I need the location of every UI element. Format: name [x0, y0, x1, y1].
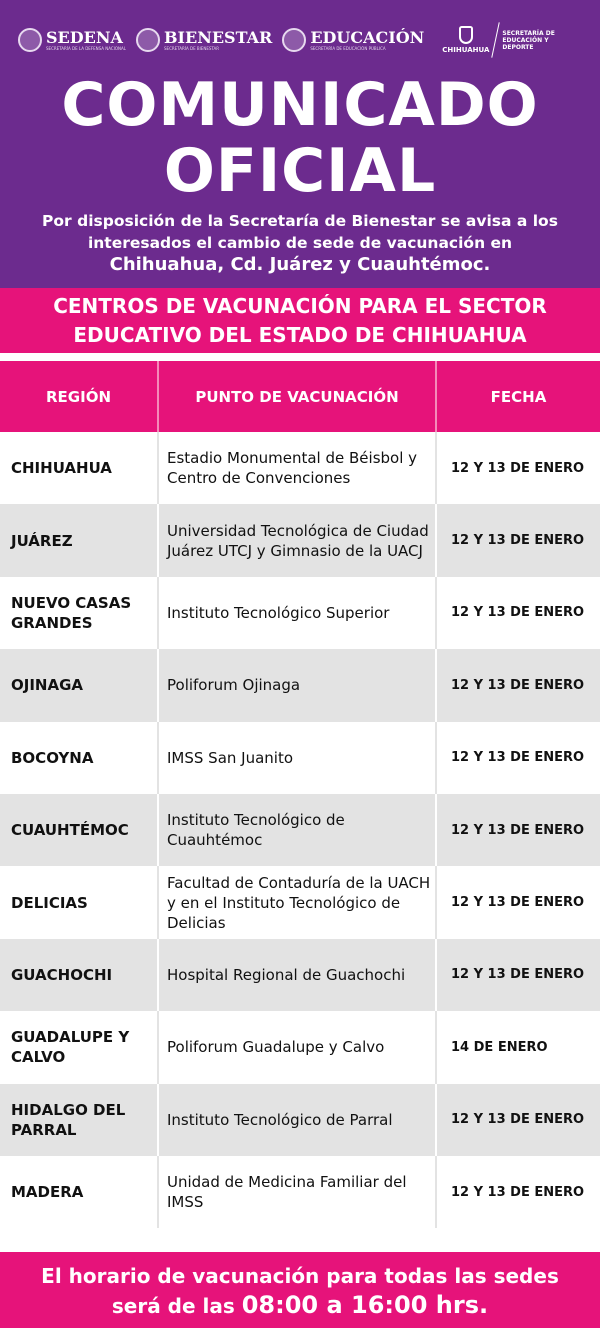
date-cell: 12 Y 13 DE ENERO: [436, 504, 600, 576]
table-row: [0, 504, 600, 576]
location-cell: IMSS San Juanito: [158, 722, 436, 794]
location-cell: Instituto Tecnológico Superior: [158, 577, 436, 649]
date-cell: 12 Y 13 DE ENERO: [436, 866, 600, 938]
header-fecha: FECHA: [436, 361, 600, 432]
section-banner: CENTROS DE VACUNACIÓN PARA EL SECTOR EDUCATIVO DEL ESTADO DE CHIHUAHUA: [0, 288, 600, 353]
seal-icon: [18, 28, 42, 52]
date-cell: 12 Y 13 DE ENERO: [436, 649, 600, 721]
logo-educacion: EDUCACIÓN SECRETARÍA DE EDUCACIÓN PÚBLICA: [282, 28, 424, 52]
region-cell: HIDALGO DEL PARRAL: [0, 1084, 158, 1156]
table-row: [0, 577, 600, 649]
region-cell: DELICIAS: [0, 866, 158, 938]
seal-icon: [136, 28, 160, 52]
table-row: [0, 794, 600, 866]
date-cell: 12 Y 13 DE ENERO: [436, 1156, 600, 1228]
location-cell: Hospital Regional de Guachochi: [158, 939, 436, 1011]
location-cell: Estadio Monumental de Béisbol y Centro de Convenciones: [158, 432, 436, 504]
footer-schedule: El horario de vacunación para todas las sedes será de las 08:00 a 16:00 hrs.: [0, 1252, 600, 1328]
location-cell: Universidad Tecnológica de Ciudad Juárez UTCJ y Gimnasio de la UACJ: [158, 504, 436, 576]
region-cell: OJINAGA: [0, 649, 158, 721]
location-cell: Poliforum Ojinaga: [158, 649, 436, 721]
logo-bienestar: BIENESTAR SECRETARÍA DE BIENESTAR: [136, 28, 272, 52]
location-cell: Unidad de Medicina Familiar del IMSS: [158, 1156, 436, 1228]
location-cell: Instituto Tecnológico de Cuauhtémoc: [158, 794, 436, 866]
date-cell: 12 Y 13 DE ENERO: [436, 1084, 600, 1156]
divider: [492, 22, 500, 57]
page-title: COMUNICADO OFICIAL: [61, 70, 539, 206]
table-row: [0, 1084, 600, 1156]
date-cell: 12 Y 13 DE ENERO: [436, 939, 600, 1011]
header-punto: PUNTO DE VACUNACIÓN: [158, 361, 436, 432]
location-cell: Facultad de Contaduría de la UACH y en el Instituto Tecnológico de Delicias: [158, 866, 436, 938]
seal-icon: [282, 28, 306, 52]
location-cell: Instituto Tecnológico de Parral: [158, 1084, 436, 1156]
date-cell: 12 Y 13 DE ENERO: [436, 722, 600, 794]
date-cell: 12 Y 13 DE ENERO: [436, 794, 600, 866]
logo-sedena: SEDENA SECRETARÍA DE LA DEFENSA NACIONAL: [18, 28, 126, 52]
date-cell: 12 Y 13 DE ENERO: [436, 577, 600, 649]
table-row: [0, 649, 600, 721]
location-cell: Poliforum Guadalupe y Calvo: [158, 1011, 436, 1083]
intro-text: Por disposición de la Secretaría de Bienestar se avisa a los interesados el cambio de sede de vacunación en Chihuahua, Cd. Juárez y Cuauhtémoc.: [42, 212, 558, 275]
table-row: [0, 1011, 600, 1083]
table-row: [0, 1156, 600, 1228]
date-cell: 14 DE ENERO: [436, 1011, 600, 1083]
region-cell: CUAUHTÉMOC: [0, 794, 158, 866]
region-cell: CHIHUAHUA: [0, 432, 158, 504]
vaccination-table: [0, 361, 600, 1228]
region-cell: BOCOYNA: [0, 722, 158, 794]
table-row: [0, 432, 600, 504]
region-cell: JUÁREZ: [0, 504, 158, 576]
region-cell: GUACHOCHI: [0, 939, 158, 1011]
date-cell: 12 Y 13 DE ENERO: [436, 432, 600, 504]
region-cell: NUEVO CASAS GRANDES: [0, 577, 158, 649]
logo-chihuahua: CHIHUAHUA SECRETARÍA DE EDUCACIÓN Y DEPORTE: [442, 22, 562, 58]
region-cell: MADERA: [0, 1156, 158, 1228]
region-cell: GUADALUPE Y CALVO: [0, 1011, 158, 1083]
logo-bar: [0, 0, 600, 80]
header-region: REGIÓN: [0, 361, 158, 432]
shield-icon: [459, 26, 473, 44]
table-row: [0, 722, 600, 794]
table-row: [0, 939, 600, 1011]
table-row: [0, 866, 600, 938]
